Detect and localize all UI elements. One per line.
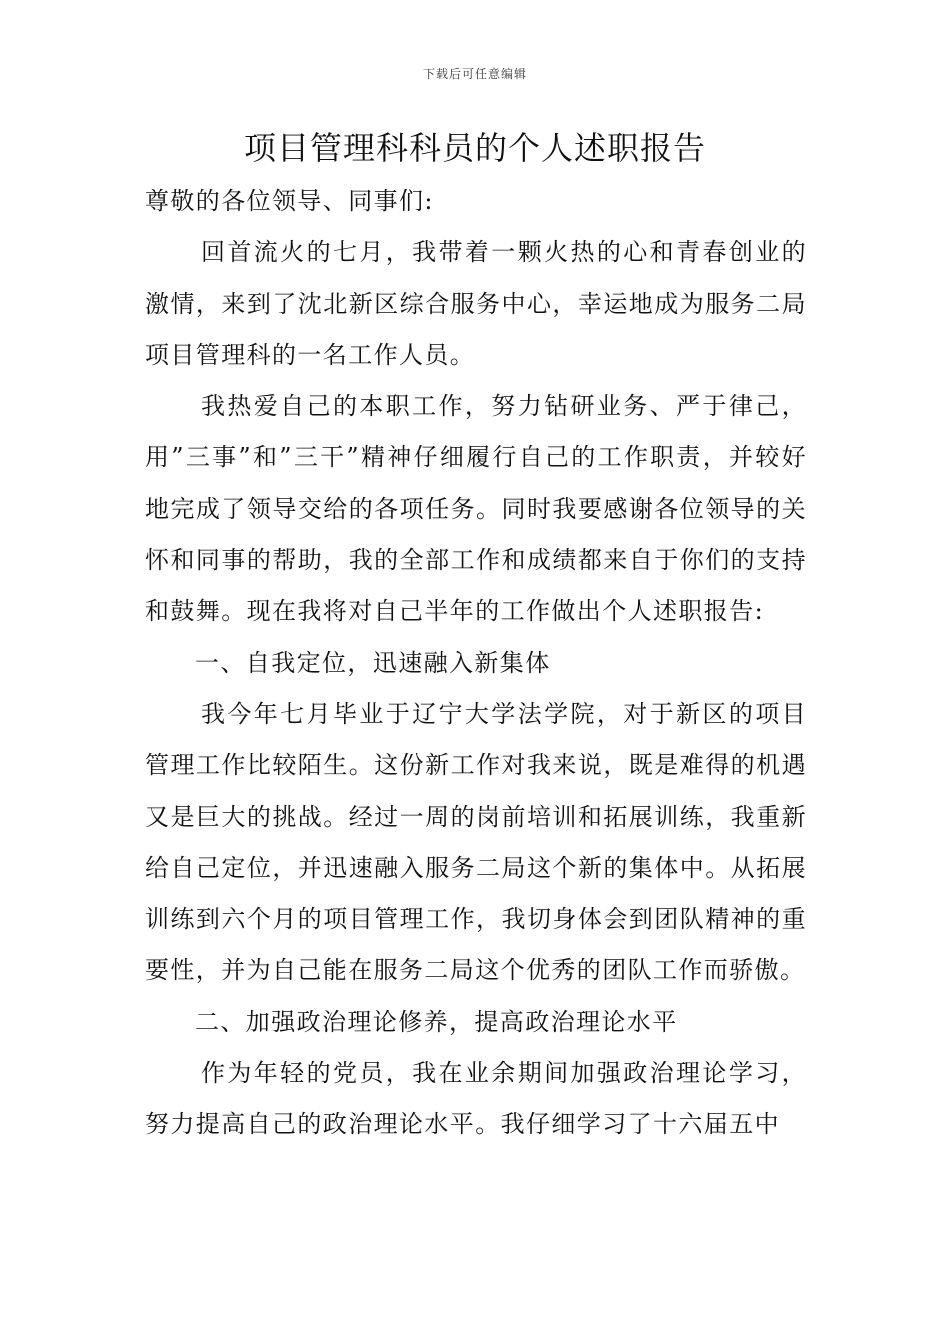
paragraph-intro: 回首流火的七月，我带着一颗火热的心和青春创业的激情，来到了沈北新区综合服务中心，幸运地成为服务二局项目管理科的一名工作人员。	[145, 238, 807, 369]
section-heading-2: 二、加强政治理论修养，提高政治理论水平	[195, 1007, 678, 1036]
header-note: 下载后可任意编辑	[422, 67, 527, 81]
paragraph-work-attitude: 我热爱自己的本职工作，努力钻研业务、严于律己，用”三事”和”三干”精神仔细履行自己的工作职责，并较好地完成了领导交给的各项任务。同时我要感谢各位领导的关怀和同事的帮助，我的全部工作和成绩都来自于你们的支持和鼓舞。现在我将对自己半年的工作做出个人述职报告:	[145, 392, 807, 626]
section-paragraph-2: 作为年轻的党员，我在业余期间加强政治理论学习，努力提高自己的政治理论水平。我仔细学习了十六届五中	[145, 1059, 807, 1139]
document-title: 项目管理科科员的个人述职报告	[243, 129, 706, 167]
salutation: 尊敬的各位领导、同事们:	[145, 187, 434, 215]
section-heading-1: 一、自我定位，迅速融入新集体	[195, 648, 551, 677]
section-paragraph-1: 我今年七月毕业于辽宁大学法学院，对于新区的项目管理工作比较陌生。这份新工作对我来说，既是难得的机遇又是巨大的挑战。经过一周的岗前培训和拓展训练，我重新给自己定位，并迅速融入服务二局这个新的集体中。从拓展训练到六个月的项目管理工作，我切身体会到团队精神的重要性，并为自己能在服务二局这个优秀的团队工作而骄傲。	[145, 699, 807, 985]
document-body	[145, 176, 807, 1151]
